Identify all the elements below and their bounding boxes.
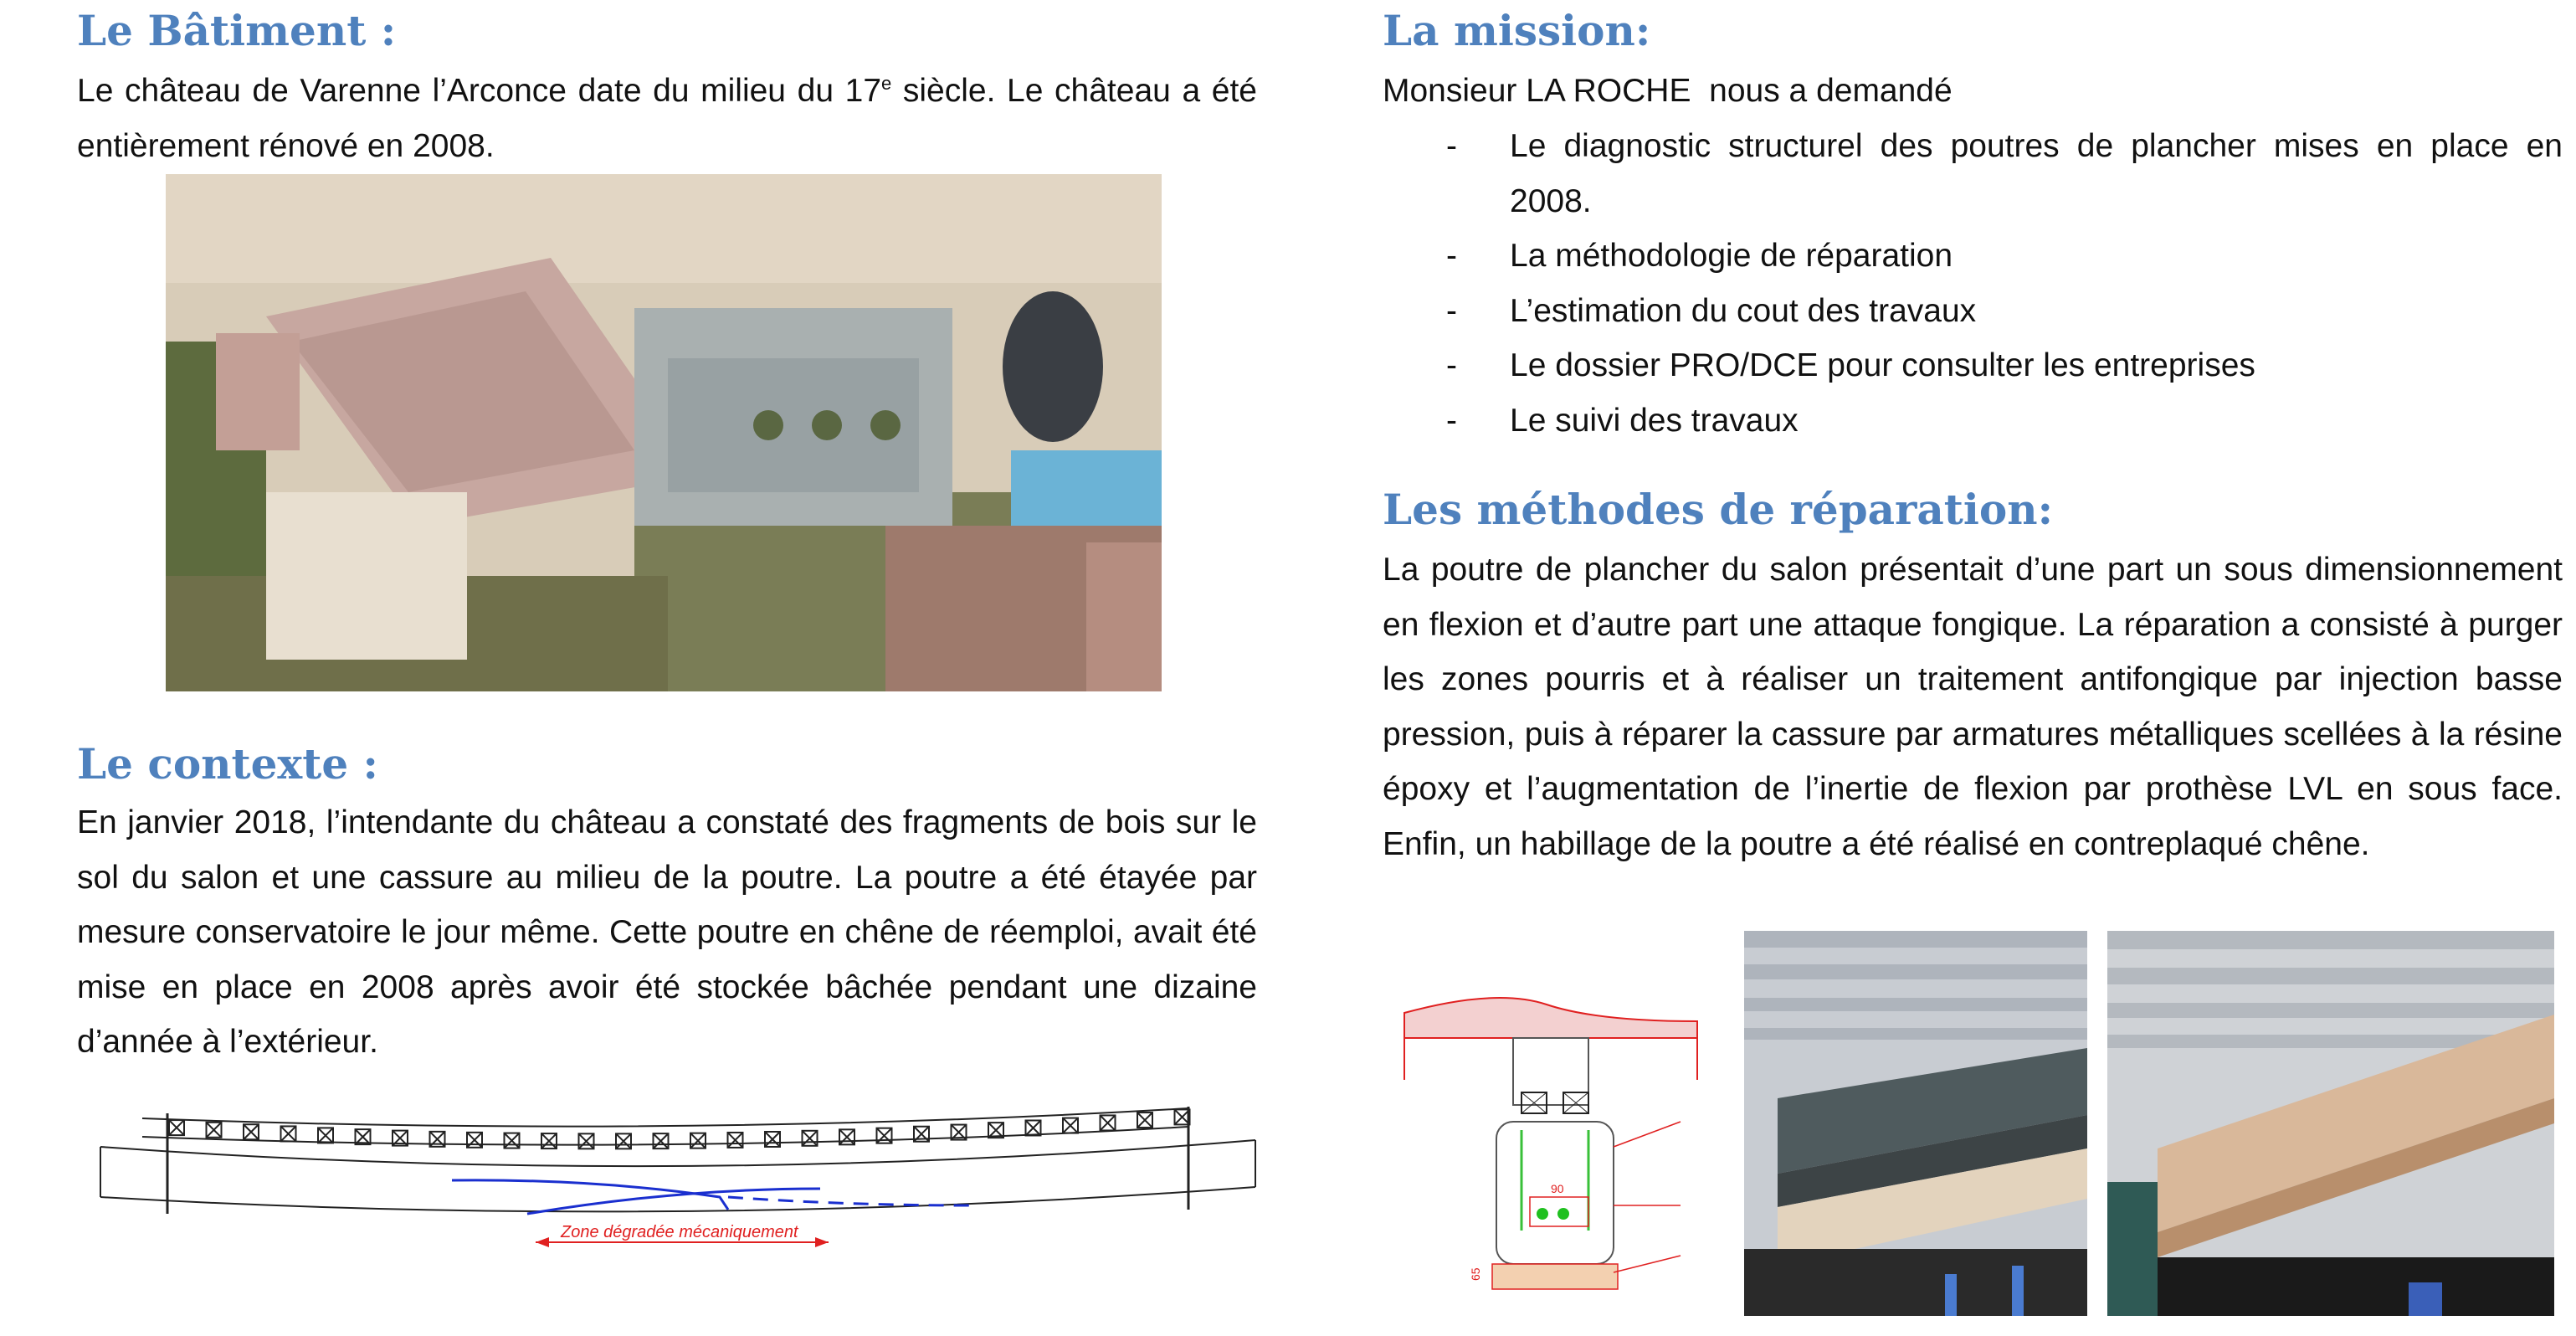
repair-photo-after — [2107, 931, 2554, 1316]
mission-item — [1383, 119, 2563, 229]
mission-intro: Monsieur LA ROCHE nous a demandé — [1383, 73, 1953, 109]
bullet-dash: - — [1446, 238, 1457, 274]
bullet-dash: - — [1446, 292, 1457, 329]
aerial-photo — [166, 174, 1162, 691]
zone-label: Zone dégradée mécaniquement — [561, 1223, 798, 1241]
repair-photo-before — [1744, 931, 2087, 1316]
mission-item-text: Le dossier PRO/DCE pour consulter les entreprises — [1510, 347, 2255, 383]
mission-item — [1383, 393, 2563, 449]
mission-item — [1383, 229, 2563, 284]
mission-item-text: Le diagnostic structurel des poutres de plancher mises en place en 2008. — [1510, 128, 2563, 219]
batiment-heading: Le Bâtiment : — [77, 6, 397, 55]
methodes-text: La poutre de plancher du salon présentait d’une part un sous dimensionnement en flexion et d’autre part une attaque fongique. La réparation a consisté à purger les zones pourris et à réaliser un traitement antifongique par injection basse pression, puis à réparer la cassure par armatures métalliques scellées à la résine époxy et l’augmentation de l’inertie de flexion par prothèse LVL en sous face. Enfin, un habillage de la poutre a été réalisé en contreplaqué chêne. — [1383, 552, 2563, 862]
bullet-dash: - — [1446, 128, 1457, 164]
section-drawing — [1396, 988, 1714, 1306]
mission-item-text: Le suivi des travaux — [1510, 402, 1799, 439]
mission-heading: La mission: — [1383, 6, 1651, 55]
mission-item-text: L’estimation du cout des travaux — [1510, 292, 1977, 329]
mission-item — [1383, 338, 2563, 393]
beam-diagram — [92, 1088, 1264, 1264]
contexte-heading: Le contexte : — [77, 739, 379, 789]
contexte-text: En janvier 2018, l’intendante du château a constaté des fragments de bois sur le sol du salon et une cassure au milieu de la poutre. La poutre a été étayée par mesure conservatoire le jour même. Cette poutre en chêne de réemploi, avait été mise en place en 2008 après avoir été stockée bâchée pendant une dizaine d’année à l’extérieur. — [77, 804, 1257, 1060]
mission-item-text: La méthodologie de réparation — [1510, 238, 1953, 274]
methodes-heading: Les méthodes de réparation: — [1383, 485, 2054, 534]
mission-item — [1383, 284, 2563, 339]
dim-height: 65 — [1469, 1267, 1482, 1281]
bullet-dash: - — [1446, 347, 1457, 383]
dim-width: 90 — [1551, 1182, 1564, 1195]
bullet-dash: - — [1446, 402, 1457, 439]
batiment-text: Le château de Varenne l’Arconce date du milieu du 17e siècle. Le château a été entièrement rénové en 2008. — [77, 73, 1257, 164]
mission-list — [1383, 119, 2563, 448]
